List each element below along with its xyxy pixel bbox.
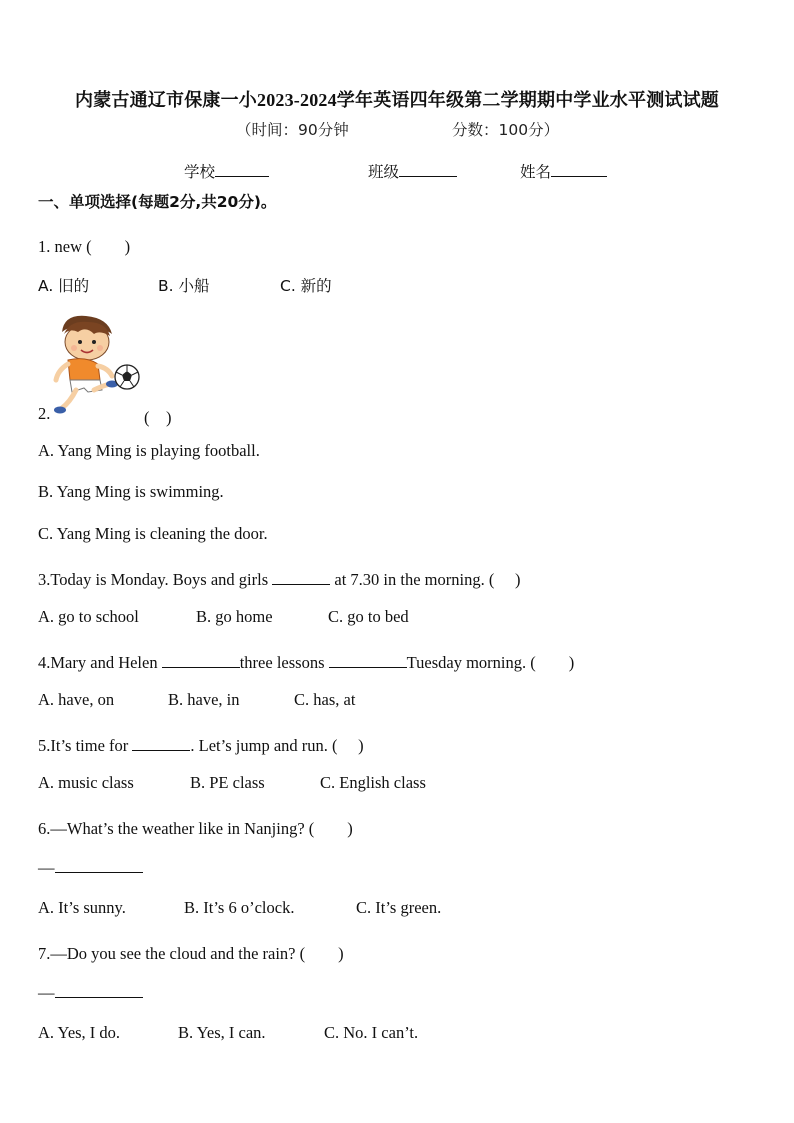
q3-option-c[interactable]: C. go to bed [328, 607, 409, 626]
q7-option-b[interactable]: B. Yes, I can. [178, 1023, 266, 1042]
q6-option-a[interactable]: A. It’s sunny. [38, 898, 126, 917]
question-2-number: 2. [38, 404, 51, 423]
q5-stem-part-1: 5.It’s time for [38, 736, 133, 755]
q4-option-a[interactable]: A. have, on [38, 690, 115, 709]
q6-option-c[interactable]: C. It’s green. [356, 898, 442, 917]
question-2-paren: ( ) [144, 408, 172, 427]
question-6-stem: 6.—What’s the weather like in Nanjing? ( ) [38, 819, 353, 838]
score-note: 分数：100分） [452, 121, 560, 139]
q2-option-c[interactable]: C. Yang Ming is cleaning the door. [38, 524, 268, 543]
q3-answer-blank[interactable] [272, 569, 330, 585]
q5-option-c[interactable]: C. English class [320, 773, 426, 792]
question-5-stem [38, 732, 364, 756]
q3-option-a[interactable]: A. go to school [38, 607, 139, 626]
school-field [184, 160, 269, 182]
q1-option-a[interactable]: A. 旧的 [38, 277, 90, 295]
name-blank[interactable] [551, 162, 607, 177]
question-3-stem [38, 566, 520, 590]
section-heading: 一、单项选择(每题2分,共20分)。 [38, 193, 277, 211]
q5-option-b[interactable]: B. PE class [190, 773, 265, 792]
time-note: （时间：90分钟 [236, 121, 349, 139]
class-label: 班级 [368, 163, 400, 181]
name-label: 姓名 [520, 163, 552, 181]
question-7-stem: 7.—Do you see the cloud and the rain? ( ) [38, 944, 344, 963]
q3-stem-part-2: at 7.30 in the morning. ( ) [330, 570, 521, 589]
q6-dash: — [38, 858, 55, 877]
school-label: 学校 [184, 163, 216, 181]
q4-stem-part-1: 4.Mary and Helen [38, 653, 162, 672]
q4-option-b[interactable]: B. have, in [168, 690, 240, 709]
q3-stem-part-1: 3.Today is Monday. Boys and girls [38, 570, 273, 589]
q7-dash: — [38, 983, 55, 1002]
q4-option-c[interactable]: C. has, at [294, 690, 356, 709]
name-field [520, 160, 607, 182]
class-blank[interactable] [399, 162, 457, 177]
q6-answer-blank[interactable] [55, 857, 143, 873]
q7-option-a[interactable]: A. Yes, I do. [38, 1023, 121, 1042]
q3-option-b[interactable]: B. go home [196, 607, 273, 626]
boy-playing-football-image [50, 310, 145, 420]
class-field [368, 160, 457, 182]
question-1-stem: 1. new ( ) [38, 237, 131, 256]
q5-stem-part-2: . Let’s jump and run. ( ) [190, 736, 364, 755]
q2-option-a[interactable]: A. Yang Ming is playing football. [38, 441, 260, 460]
q6-answer-line [38, 857, 143, 878]
q5-answer-blank[interactable] [132, 735, 190, 751]
q7-answer-line [38, 982, 143, 1003]
q7-answer-blank[interactable] [55, 982, 143, 998]
q2-option-b[interactable]: B. Yang Ming is swimming. [38, 482, 224, 501]
q1-option-b[interactable]: B. 小船 [158, 277, 210, 295]
q4-answer-blank-2[interactable] [329, 652, 407, 668]
page-title: 内蒙古通辽市保康一小2023-2024学年英语四年级第二学期期中学业水平测试试题 [75, 90, 719, 110]
school-blank[interactable] [215, 162, 269, 177]
q4-answer-blank-1[interactable] [162, 652, 240, 668]
q7-option-c[interactable]: C. No. I can’t. [324, 1023, 419, 1042]
q6-option-b[interactable]: B. It’s 6 o’clock. [184, 898, 295, 917]
question-4-stem [38, 649, 574, 673]
q4-stem-part-3: Tuesday morning. ( ) [406, 653, 575, 672]
q1-option-c[interactable]: C. 新的 [280, 277, 332, 295]
q5-option-a[interactable]: A. music class [38, 773, 134, 792]
q4-stem-part-2: three lessons [239, 653, 329, 672]
